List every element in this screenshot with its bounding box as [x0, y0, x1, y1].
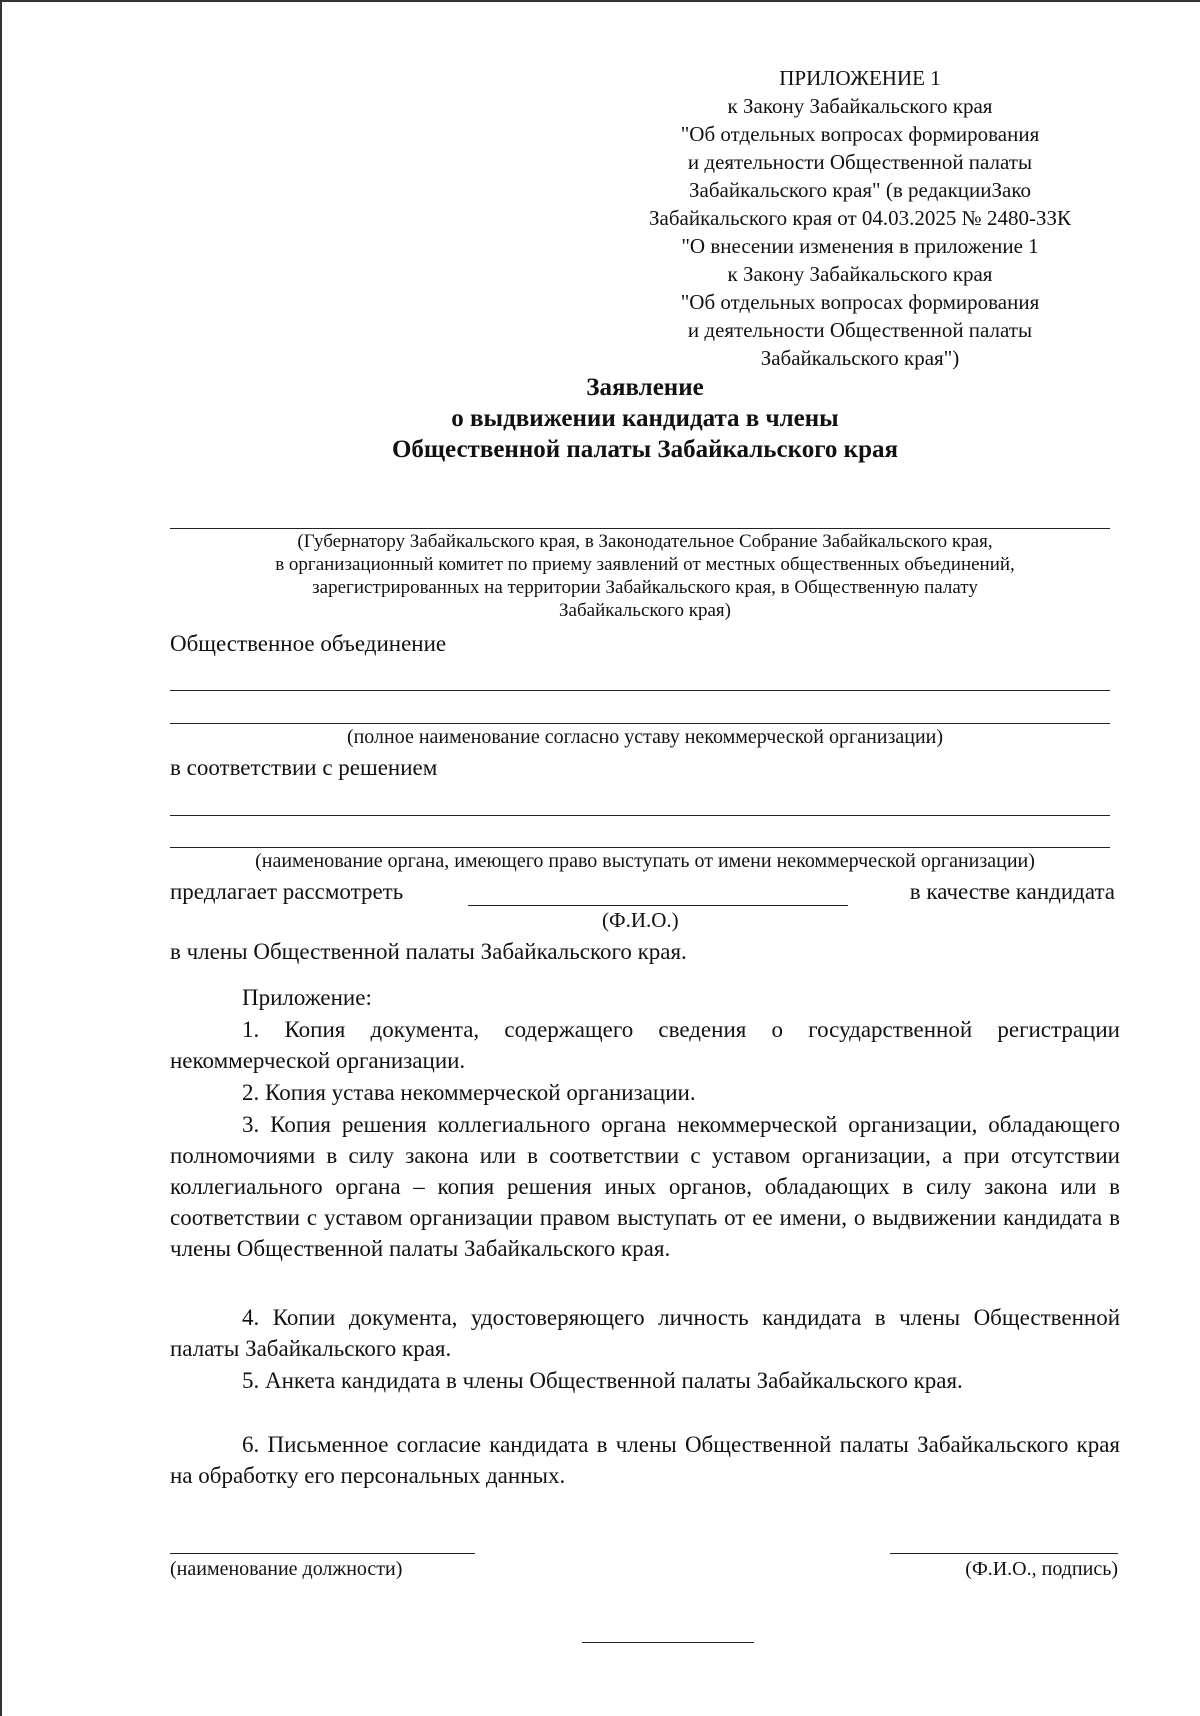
- association-note: (полное наименование согласно уставу некоммерческой организации): [346, 726, 944, 748]
- proposal-continuation: в члены Общественной палаты Забайкальского края.: [170, 939, 687, 964]
- attachment-item: 5. Анкета кандидата в члены Общественной палаты Забайкальского края.: [242, 1368, 963, 1393]
- association-fill-line: [170, 723, 1110, 724]
- appendix-header: [600, 64, 1120, 372]
- addressee-note: [170, 530, 1120, 622]
- signature-note: (Ф.И.О., подпись): [965, 1558, 1118, 1580]
- attachment-item: 6. Письменное согласие кандидата в члены Общественной палаты Забайкальского края на обработку его персональных данных.: [170, 1432, 1120, 1488]
- header-line: Забайкальского края от 04.03.2025 № 2480-ЗЗК: [649, 206, 1071, 230]
- scan-frame-left: [0, 0, 2, 1716]
- document-title: [170, 372, 1120, 465]
- attachment-item: 1. Копия документа, содержащего сведения о государственной регистрации некоммерческой организации.: [170, 1017, 1120, 1073]
- header-line: к Закону Забайкальского края: [727, 94, 993, 118]
- association-fill-line: [170, 690, 1110, 691]
- note-line: в организационный комитет по приему заявлений от местных общественных объединений,: [275, 554, 1015, 575]
- position-sign-line: [170, 1553, 475, 1554]
- end-divider: [582, 1642, 754, 1643]
- title-line: Заявление: [586, 374, 704, 401]
- note-line: (Губернатору Забайкальского края, в Законодательное Собрание Забайкальского края,: [297, 531, 993, 552]
- addressee-fill-line: [170, 528, 1110, 529]
- proposal-suffix: в качестве кандидата: [909, 879, 1115, 904]
- header-line: ПРИЛОЖЕНИЕ 1: [779, 66, 941, 90]
- header-line: Забайкальского края"): [760, 346, 960, 370]
- attachments-heading: Приложение:: [242, 985, 372, 1010]
- header-line: к Закону Забайкальского края: [727, 262, 993, 286]
- attachment-item: 3. Копия решения коллегиального органа некоммерческой организации, обладающего полномочиями в силу закона или в соответствии с уставом организации, а при отсутствии коллегиального органа – копия решения иных органов, обладающих в силу закона или в соответствии с уставом организации правом выступать от ее имени, о выдвижении кандидата в члены Общественной палаты Забайкальского края.: [170, 1112, 1120, 1261]
- decision-label: в соответствии с решением: [170, 755, 438, 780]
- position-note: (наименование должности): [170, 1558, 403, 1580]
- header-line: "Об отдельных вопросах формирования: [680, 122, 1040, 146]
- header-line: "О внесении изменения в приложение 1: [681, 234, 1039, 258]
- note-line: Забайкальского края): [559, 600, 731, 621]
- title-line: о выдвижении кандидата в члены: [451, 405, 839, 432]
- scan-frame-top: [0, 0, 1200, 2]
- header-line: Забайкальского края" (в редакцииЗако: [689, 178, 1031, 202]
- signature-sign-line: [890, 1553, 1118, 1554]
- fio-note: (Ф.И.О.): [602, 908, 679, 932]
- header-line: и деятельности Общественной палаты: [687, 318, 1033, 342]
- proposal-prefix: предлагает рассмотреть: [170, 879, 404, 904]
- decision-note: (наименование органа, имеющего право выступать от имени некоммерческой организации): [255, 850, 1035, 872]
- attachment-item: 2. Копия устава некоммерческой организации.: [242, 1080, 696, 1105]
- header-line: "Об отдельных вопросах формирования: [680, 290, 1040, 314]
- candidate-fio-line: [468, 905, 848, 906]
- association-label: Общественное объединение: [170, 631, 447, 656]
- title-line: Общественной палаты Забайкальского края: [391, 436, 899, 463]
- header-line: и деятельности Общественной палаты: [687, 150, 1033, 174]
- decision-fill-line: [170, 815, 1110, 816]
- attachment-item: 4. Копии документа, удостоверяющего личность кандидата в члены Общественной палаты Забайкальского края.: [170, 1305, 1120, 1361]
- note-line: зарегистрированных на территории Забайкальского края, в Общественную палату: [312, 577, 978, 598]
- decision-fill-line: [170, 847, 1110, 848]
